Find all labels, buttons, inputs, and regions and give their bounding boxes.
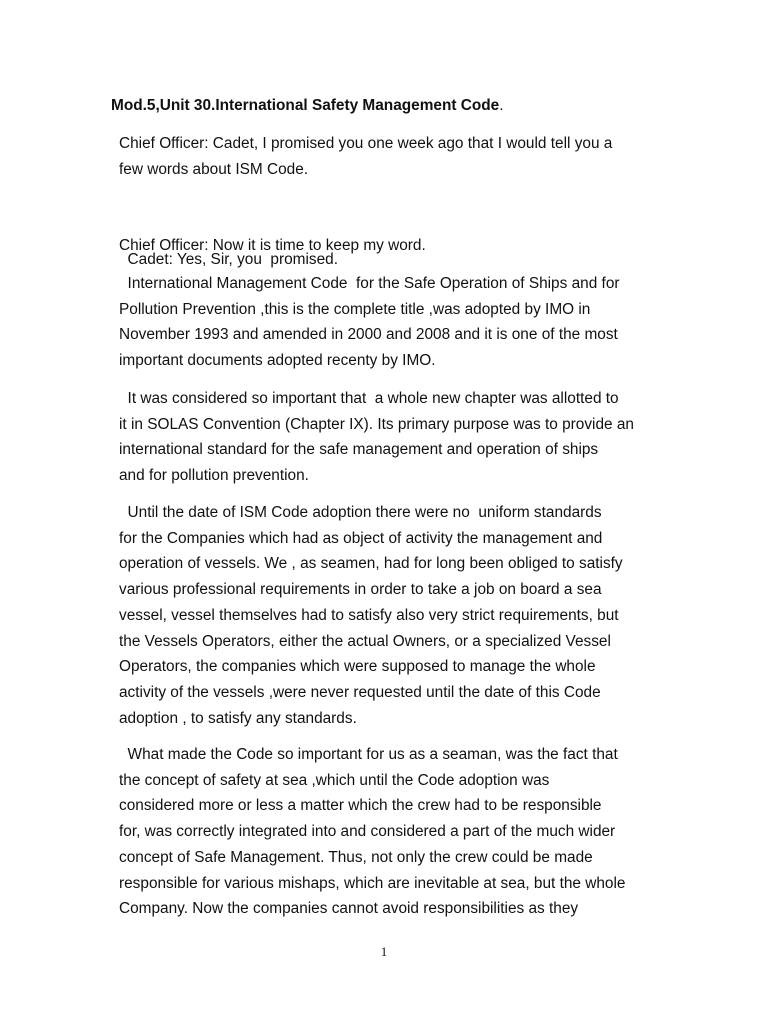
paragraph-line: various professional requirements in order to take a job on board a sea xyxy=(119,581,602,599)
paragraph-line: the Vessels Operators, either the actual Owners, or a specialized Vessel xyxy=(119,632,611,650)
paragraph-line: adoption , to satisfy any standards. xyxy=(119,709,357,727)
paragraph-line: few words about ISM Code. xyxy=(119,160,309,178)
paragraph-line: responsible for various mishaps, which are inevitable at sea, but the whole xyxy=(119,874,626,892)
paragraph-line: Chief Officer: Now it is time to keep my word. xyxy=(119,237,426,254)
paragraph-line: for, was correctly integrated into and considered a part of the much wider xyxy=(119,823,616,841)
paragraph-line: Until the date of ISM Code adoption there were no uniform standards xyxy=(119,504,602,521)
paragraph-line: international standard for the safe management and operation of ships xyxy=(119,441,599,459)
paragraph-line: What made the Code so important for us as a seaman, was the fact that xyxy=(119,746,618,763)
paragraph-line: activity of the vessels ,were never requested until the date of this Code xyxy=(119,683,601,701)
paragraph-line: It was considered so important that a whole new chapter was allotted to xyxy=(119,390,619,407)
paragraph-line: the concept of safety at sea ,which until the Code adoption was xyxy=(119,771,550,789)
paragraph-line: for the Companies which had as object of activity the management and xyxy=(119,529,603,547)
paragraph-ism-code-title xyxy=(119,271,620,374)
paragraph-line: operation of vessels. We , as seamen, had for long been obliged to satisfy xyxy=(119,555,623,573)
page-number: 1 xyxy=(380,944,388,959)
paragraph-solas-chapter xyxy=(119,386,634,489)
paragraph-line: Pollution Prevention ,this is the complete title ,was adopted by IMO in xyxy=(119,300,591,318)
paragraph-line: concept of Safe Management. Thus, not only the crew could be made xyxy=(119,848,593,866)
document-title xyxy=(111,95,504,117)
paragraph-line: Operators, the companies which were supposed to manage the whole xyxy=(119,658,596,676)
paragraph-line: and for pollution prevention. xyxy=(119,467,309,485)
document-title-period: . xyxy=(499,97,504,114)
document-title-text: Mod.5,Unit 30.International Safety Management Code xyxy=(111,97,500,114)
paragraph-line: considered more or less a matter which the crew had to be responsible xyxy=(119,797,602,815)
paragraph-uniform-standards xyxy=(119,500,623,731)
paragraph-chief-officer-intro xyxy=(119,131,612,182)
paragraph-line: International Management Code for the Safe Operation of Ships and for xyxy=(119,275,620,292)
paragraph-line: Company. Now the companies cannot avoid responsibilities as they xyxy=(119,900,579,918)
paragraph-chief-officer-word xyxy=(119,233,426,259)
paragraph-line: Cadet: Yes, Sir, you promised. xyxy=(119,251,339,269)
paragraph-line: November 1993 and amended in 2000 and 2008 and it is one of the most xyxy=(119,326,618,344)
paragraph-safe-management xyxy=(119,742,625,922)
paragraph-line: vessel, vessel themselves had to satisfy also very strict requirements, but xyxy=(119,606,619,624)
paragraph-line: Chief Officer: Cadet, I promised you one week ago that I would tell you a xyxy=(119,135,613,152)
paragraph-line: it in SOLAS Convention (Chapter IX). Its primary purpose was to provide an xyxy=(119,415,634,433)
paragraph-line: important documents adopted recenty by IMO. xyxy=(119,352,436,370)
